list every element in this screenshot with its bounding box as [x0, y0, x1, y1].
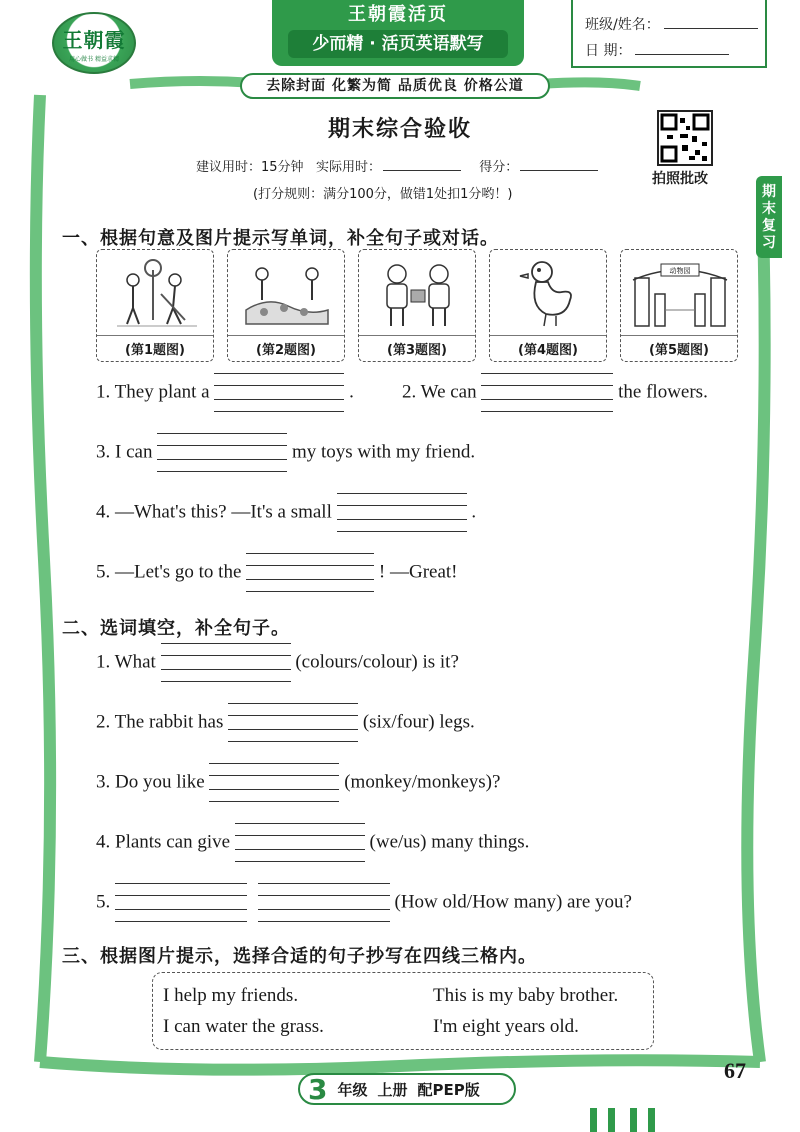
gate-sign: 动物园 — [669, 267, 691, 275]
page-title: 期末综合验收 — [327, 117, 472, 142]
sentence-choices-box — [152, 972, 654, 1050]
s2-q2-answer-blank[interactable] — [228, 703, 358, 743]
grade-edition-bar: 3 年级 上册 配PEP版 — [298, 1073, 516, 1105]
grade-number: 3 — [308, 1072, 328, 1106]
s1-q1-answer-blank[interactable] — [214, 373, 344, 413]
picture-2-caption: (第2题图) — [256, 343, 316, 358]
s2-q5-answer-blank-1[interactable] — [115, 883, 247, 923]
watering-flowers-icon — [228, 250, 346, 338]
s1-question-3: 3. I can my toys with my friend. — [96, 433, 475, 473]
s1-q4-answer-blank[interactable] — [337, 493, 467, 533]
picture-1 — [96, 249, 214, 362]
picture-4-caption: (第4题图) — [518, 343, 578, 358]
choice-2[interactable]: This is my baby brother. — [433, 985, 619, 1006]
actual-time-blank[interactable] — [383, 161, 461, 171]
s1-question-4: 4. —What's this? —It's a small . — [96, 493, 476, 533]
class-name-field[interactable]: 班级/姓名： — [585, 14, 758, 34]
sharing-toys-icon — [359, 250, 477, 338]
s2-question-4: 4. Plants can give (we/us) many things. — [96, 823, 529, 863]
brand-banner — [272, 0, 524, 66]
brand-name: 王朝霞活页 — [348, 4, 448, 25]
s2-question-1: 1. What (colours/colour) is it? — [96, 643, 459, 683]
section1-title: 一、根据句意及图片提示写单词，补全句子或对话。 — [62, 228, 499, 249]
side-tab-final-review: 期 末 复 习 — [756, 176, 782, 258]
picture-3 — [358, 249, 476, 362]
picture-4 — [489, 249, 607, 362]
section3-title: 三、根据图片提示，选择合适的句子抄写在四线三格内。 — [62, 946, 537, 967]
student-info-box — [571, 0, 767, 68]
s2-question-2: 2. The rabbit has (six/four) legs. — [96, 703, 475, 743]
picture-3-caption: (第3题图) — [387, 343, 447, 358]
s2-q3-answer-blank[interactable] — [209, 763, 339, 803]
s1-question-1: 1. They plant a . — [96, 373, 354, 413]
score-blank[interactable] — [520, 161, 598, 171]
s2-question-5: 5. (How old/How many) are you? — [96, 883, 632, 923]
s2-question-3: 3. Do you like (monkey/monkeys)? — [96, 763, 500, 803]
park-gate-icon — [621, 250, 739, 338]
s2-q1-answer-blank[interactable] — [161, 643, 291, 683]
s1-question-2: 2. We can the flowers. — [402, 373, 708, 413]
qr-label: 拍照批改 — [652, 171, 708, 187]
publisher-logo: 王朝霞 用心做书 精益求精 — [52, 12, 136, 74]
section2-title: 二、选词填空，补全句子。 — [62, 618, 290, 639]
s1-q5-answer-blank[interactable] — [246, 553, 374, 593]
qr-code-icon[interactable] — [657, 110, 713, 166]
choice-3[interactable]: I can water the grass. — [163, 1016, 324, 1037]
slogan: 去除封面 化繁为简 品质优良 价格公道 — [240, 73, 550, 99]
planting-tree-icon — [97, 250, 215, 338]
time-score-line: 建议用时：15分钟 实际用时： 得分： — [196, 156, 608, 175]
picture-2 — [227, 249, 345, 362]
picture-5 — [620, 249, 738, 362]
series-title: 少而精 · 活页英语默写 — [288, 30, 508, 58]
date-field[interactable]: 日 期： — [585, 40, 729, 60]
s2-q5-answer-blank-2[interactable] — [258, 883, 390, 923]
page-number: 67 — [724, 1058, 746, 1083]
scoring-rules: (打分规则：满分100分，做错1处扣1分哟！) — [253, 187, 513, 202]
s1-question-5: 5. —Let's go to the ! —Great! — [96, 553, 458, 593]
picture-1-caption: (第1题图) — [125, 343, 185, 358]
picture-5-caption: (第5题图) — [649, 343, 709, 358]
s1-q2-answer-blank[interactable] — [481, 373, 613, 413]
choice-4[interactable]: I'm eight years old. — [433, 1016, 579, 1037]
s1-q3-answer-blank[interactable] — [157, 433, 287, 473]
choice-1[interactable]: I help my friends. — [163, 985, 299, 1006]
s2-q4-answer-blank[interactable] — [235, 823, 365, 863]
duck-icon — [490, 250, 608, 338]
